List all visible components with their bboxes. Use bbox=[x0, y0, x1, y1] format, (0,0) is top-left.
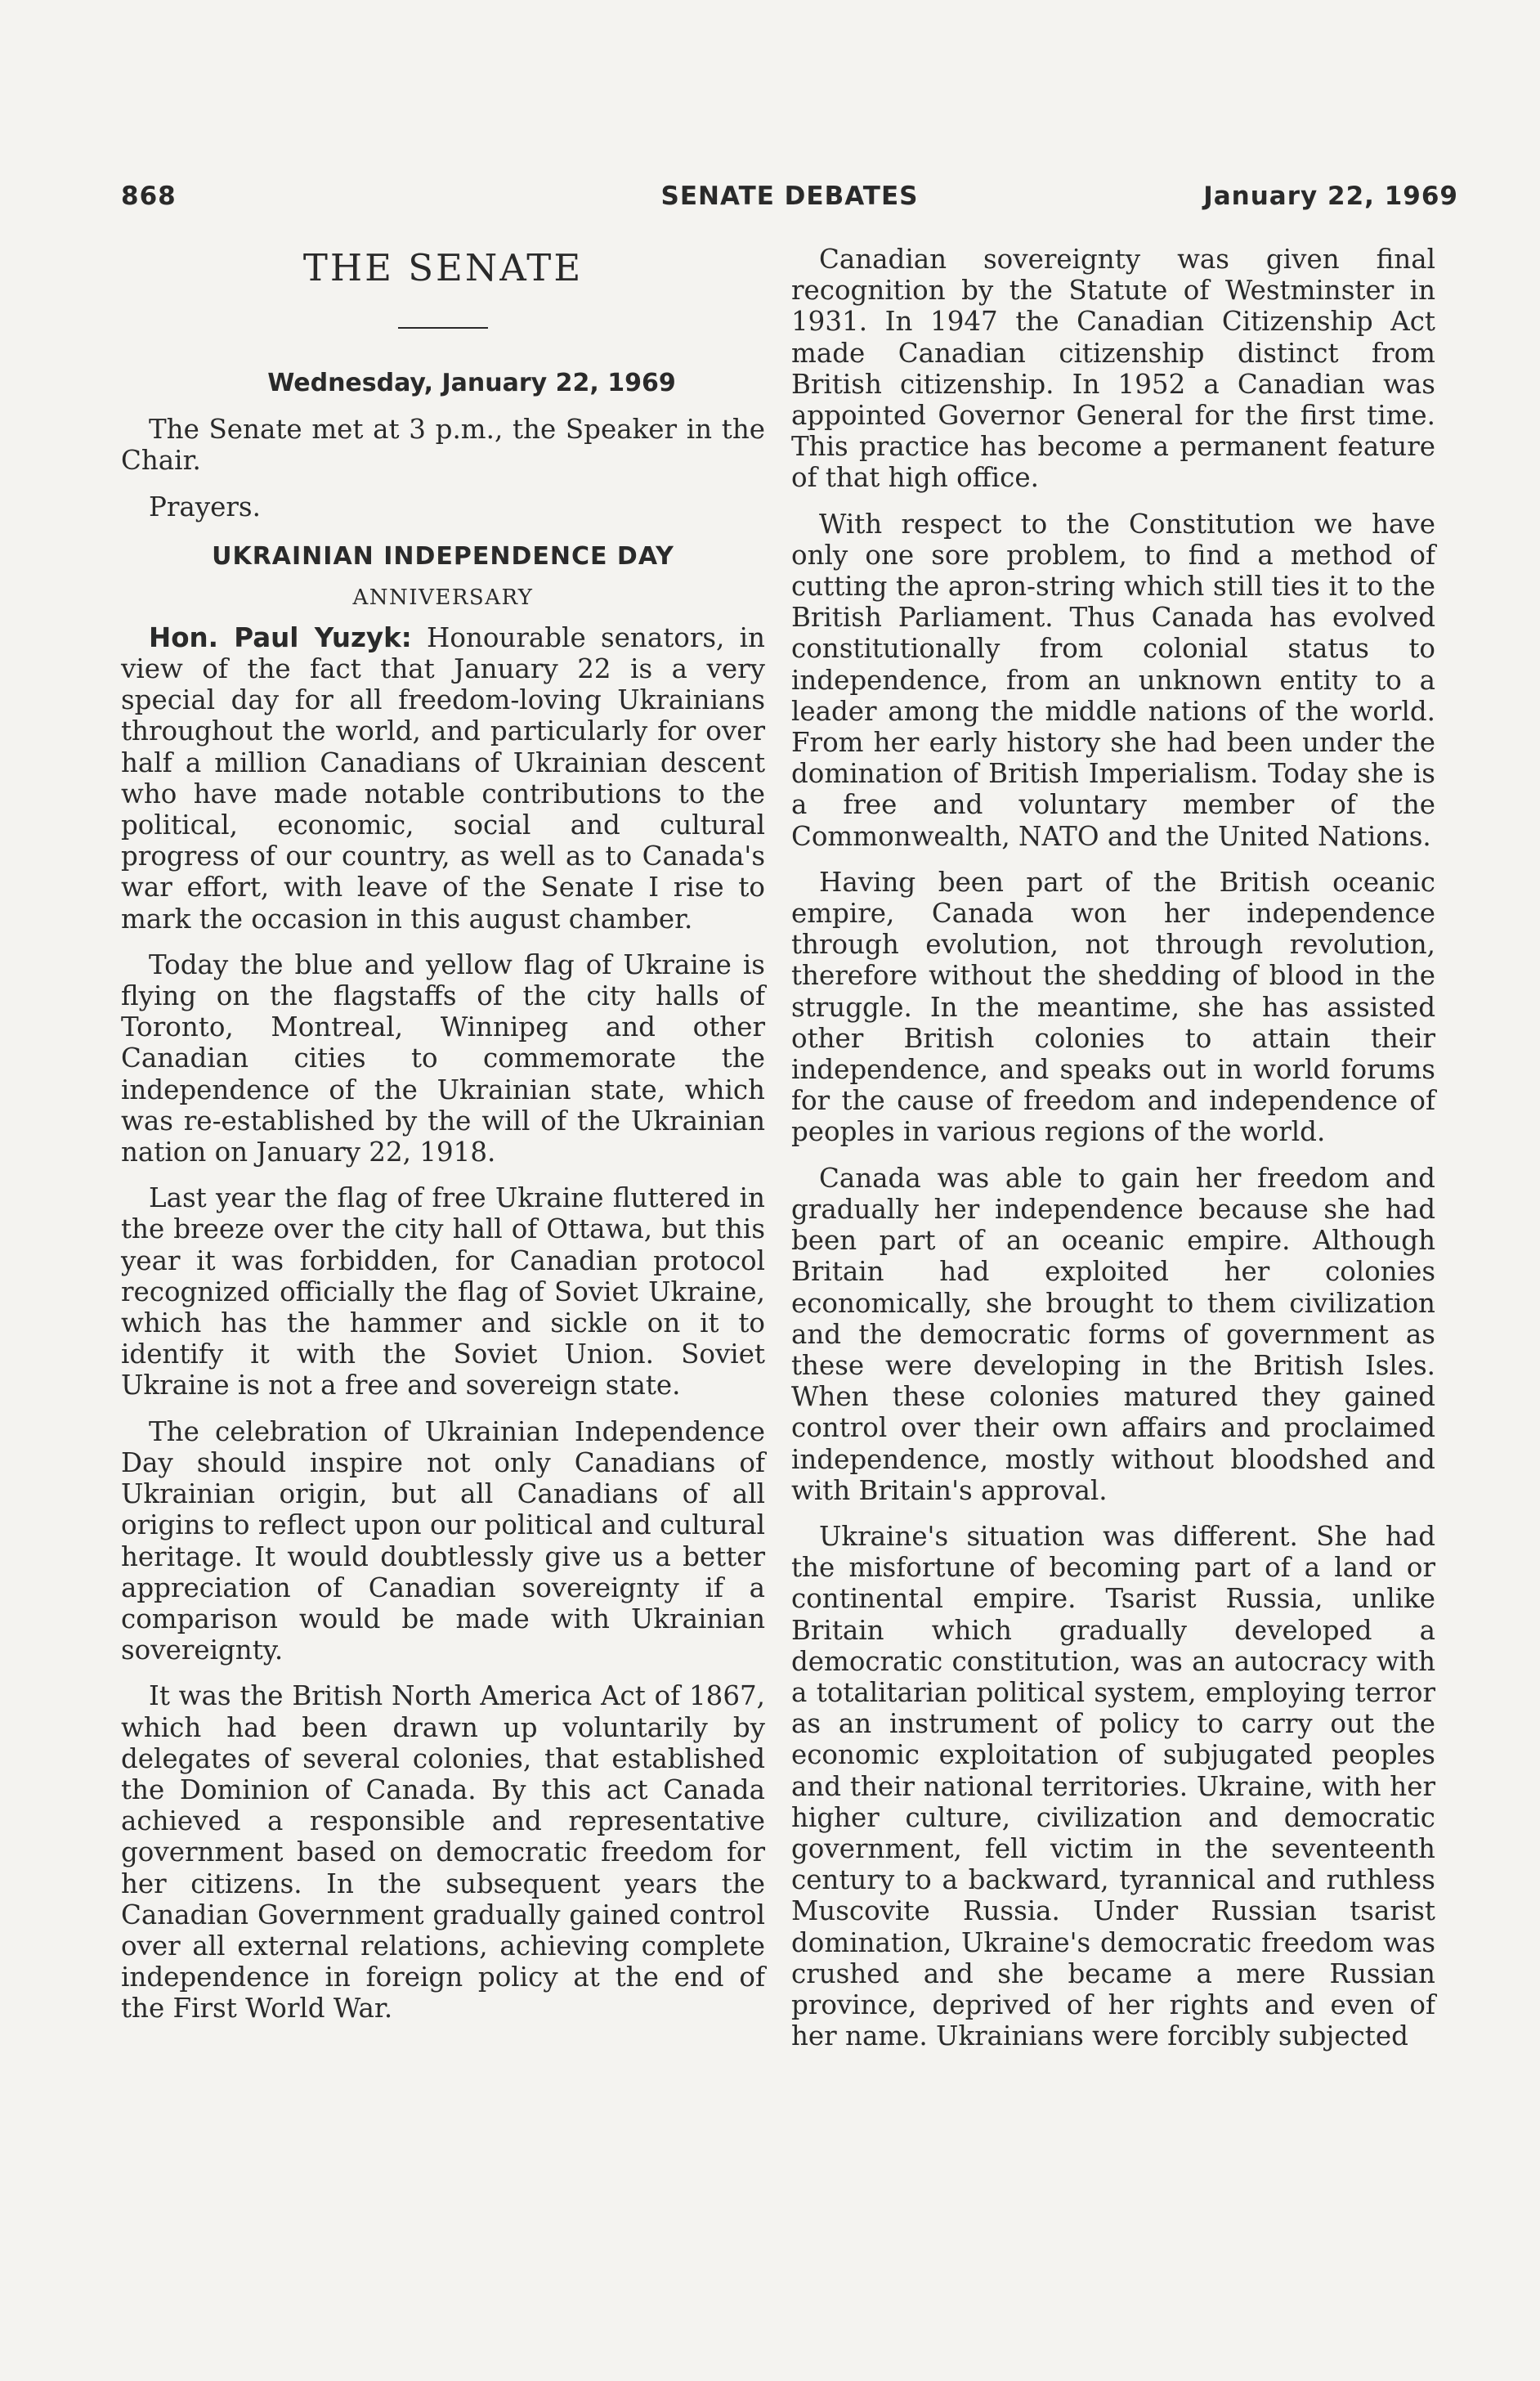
prayers-line: Prayers. bbox=[149, 491, 261, 522]
opening-paragraph: The Senate met at 3 p.m., the Speaker in the Chair. bbox=[121, 414, 765, 477]
body-paragraph: Canadian sovereignty was given final recognition by the Statute of Westminster in 1931. In 1947 the Canadian Citizenship Act made Canadian citizenship distinct from British citizenship. In 1952 a Canadian was appointed Governor General for the first time. This practice has become a permanent feature of that high office. bbox=[791, 244, 1435, 494]
page-number: 868 bbox=[121, 182, 177, 211]
section-subheading: ANNIVERSARY bbox=[352, 585, 534, 610]
speech-text: Honourable senators, in view of the fact that January 22 is a very special day for all freedom-loving Ukrainians throughout the world, and particularly for over half a million Canadians of Ukrainian descent who have made notable contributions to the political, economic, social and cultural progress of our country, as well as to Canada's war effort, with leave of the Senate I rise to mark the occasion in this august chamber. bbox=[121, 621, 765, 935]
body-paragraph: Canada was able to gain her freedom and gradually her independence because she had been part of an oceanic empire. Although Britain had exploited her colonies economically, she brought to them civilization and the democratic forms of government as these were developing in the British Isles. When these colonies matured they gained control over their own affairs and proclaimed independence, mostly without bloodshed and with Britain's approval. bbox=[791, 1162, 1435, 1506]
body-paragraph: Having been part of the British oceanic empire, Canada won her independence through evolution, not through revolution, therefore without the shedding of blood in the struggle. In the meantime, she has assisted other British colonies to attain their independence, and speaks out in world forums for the cause of freedom and independence of peoples in various regions of the world. bbox=[791, 866, 1435, 1148]
header-date: January 22, 1969 bbox=[1203, 182, 1458, 211]
body-paragraph: The celebration of Ukrainian Independence Day should inspire not only Canadians of Ukrainian origin, but all Canadians of all origins to reflect upon our political and cultural heritage. It would doubtlessly give us a better appreciation of Canadian sovereignty if a comparison would be made with Ukrainian sovereignty. bbox=[121, 1415, 765, 1666]
body-paragraph: Last year the flag of free Ukraine fluttered in the breeze over the city hall of Ottawa, but this year it was forbidden, for Canadian protocol recognized officially the flag of Soviet Ukraine, which has the hammer and sickle on it to identify it with the Soviet Union. Soviet Ukraine is not a free and sovereign state. bbox=[121, 1182, 765, 1401]
left-column bbox=[121, 244, 765, 2039]
speaker-name: Hon. Paul Yuzyk: bbox=[149, 621, 412, 653]
title-divider bbox=[398, 327, 488, 329]
body-paragraph: Today the blue and yellow flag of Ukraine is flying on the flagstaffs of the city halls of Toronto, Montreal, Winnipeg and other Canadian cities to commemorate the independence of the Ukrainian state, which was re-established by the will of the Ukrainian nation on January 22, 1918. bbox=[121, 948, 765, 1168]
section-heading: UKRAINIAN INDEPENDENCE DAY bbox=[212, 541, 674, 571]
body-paragraph: Ukraine's situation was different. She had the misfortune of becoming part of a land or continental empire. Tsarist Russia, unlike Britain which gradually developed a democratic constitution, was an autocracy with a totalitarian political system, employing terror as an instrument of policy to carry out the economic exploitation of subjugated peoples and their national territories. Ukraine, with her higher culture, civilization and democratic government, fell victim in the seventeenth century to a backward, tyrannical and ruthless Muscovite Russia. Under Russian tsarist domination, Ukraine's democratic freedom was crushed and she became a mere Russian province, deprived of her rights and even of her name. Ukrainians were forcibly subjected bbox=[791, 1520, 1435, 2052]
speech-paragraph bbox=[121, 622, 765, 935]
right-column bbox=[791, 244, 1435, 2066]
senate-title: THE SENATE bbox=[302, 246, 584, 289]
sitting-date: Wednesday, January 22, 1969 bbox=[267, 369, 676, 397]
publication-title: SENATE DEBATES bbox=[660, 182, 919, 211]
body-paragraph: With respect to the Constitution we have only one sore problem, to find a method of cutting the apron-string which still ties it to the British Parliament. Thus Canada has evolved constitutionally from colonial status to independence, from an unknown entity to a leader among the middle nations of the world. From her early history she had been under the domination of British Imperialism. Today she is a free and voluntary member of the Commonwealth, NATO and the United Nations. bbox=[791, 508, 1435, 852]
running-header bbox=[121, 182, 1458, 222]
body-paragraph: It was the British North America Act of 1867, which had been drawn up voluntarily by delegates of several colonies, that established the Dominion of Canada. By this act Canada achieved a responsible and representative government based on democratic freedom for her citizens. In the subsequent years the Canadian Government gradually gained control over all external relations, achieving complete independence in foreign policy at the end of the First World War. bbox=[121, 1680, 765, 2025]
